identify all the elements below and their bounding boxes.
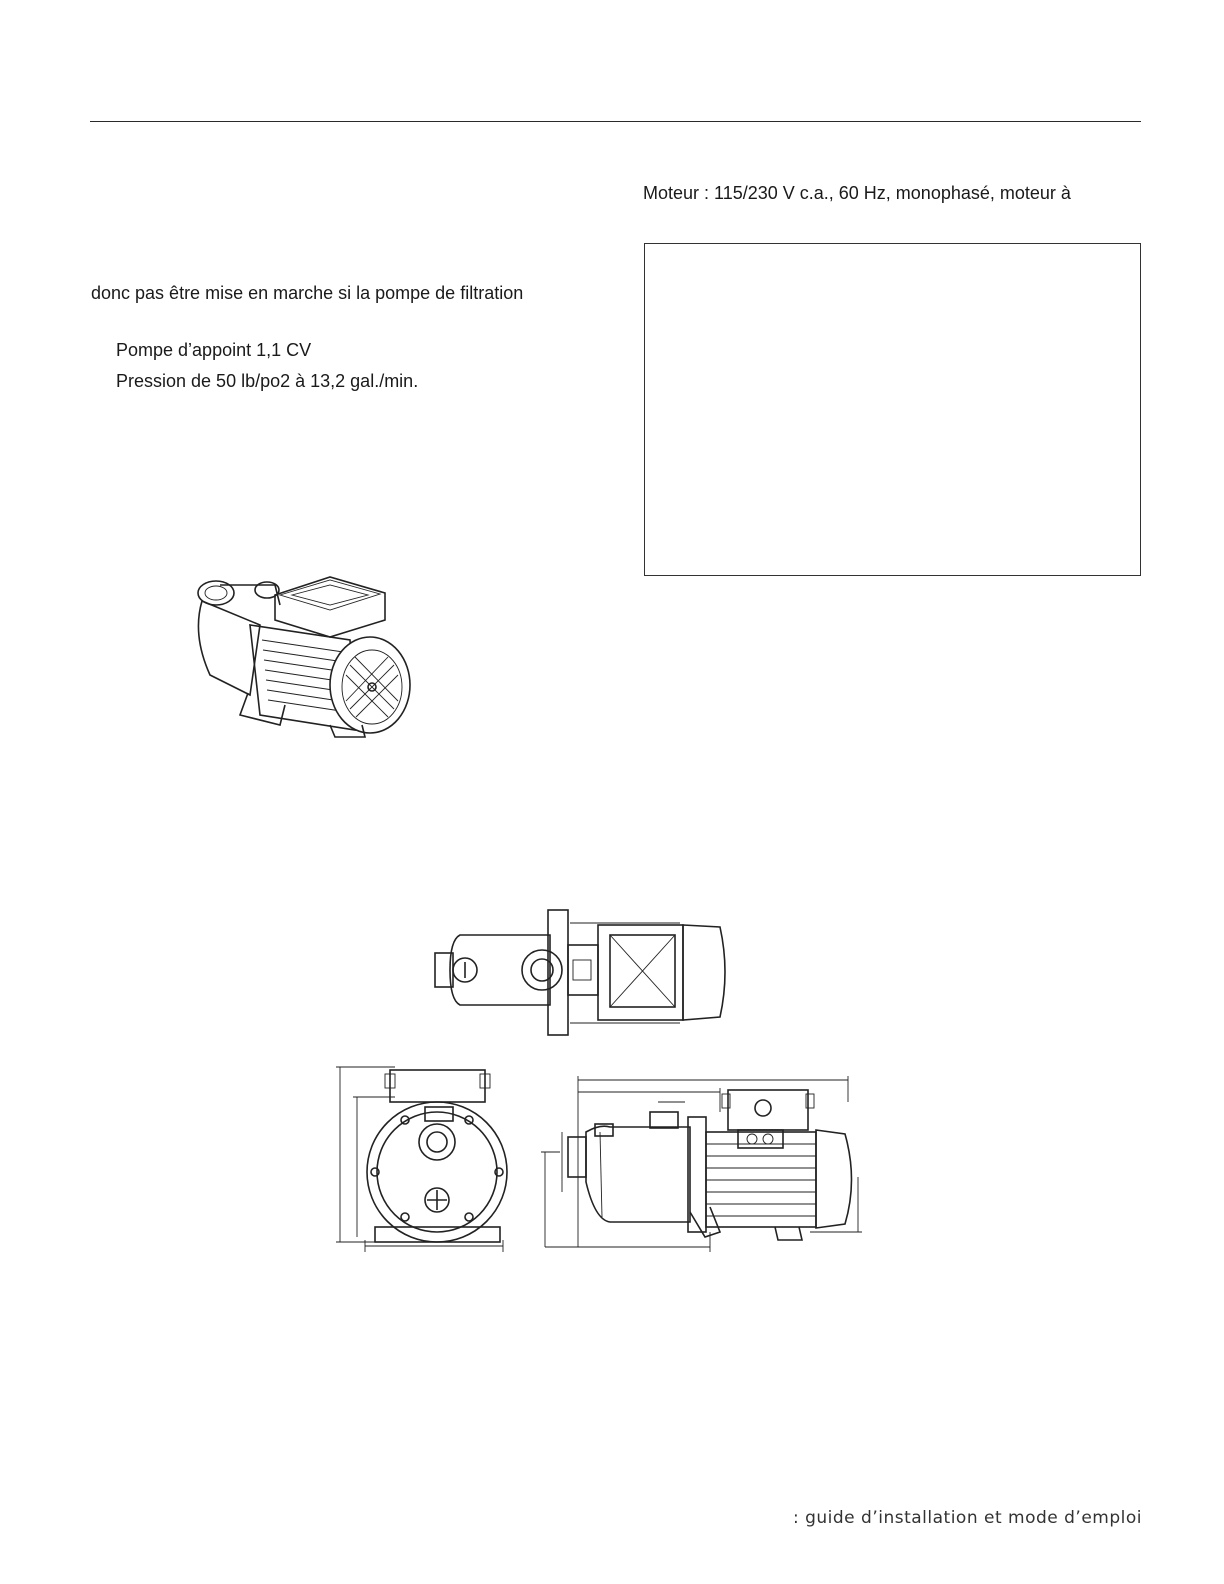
spec-pressure: Pression de 50 lb/po2 à 13,2 gal./min. (116, 371, 419, 391)
pump-top-view-drawing (430, 905, 735, 1045)
spec-box (644, 243, 1141, 576)
pump-perspective-illustration (180, 565, 420, 745)
footer-guide-title: : guide d’installation et mode d’emploi (792, 1508, 1142, 1528)
pump-side-view-drawing (540, 1072, 870, 1257)
filtration-warning-line: donc pas être mise en marche si la pompe de filtration (91, 283, 524, 303)
header-rule (90, 121, 1141, 122)
spec-horsepower: Pompe d’appoint 1,1 CV (116, 340, 312, 360)
motor-spec-line: Moteur : 115/230 V c.a., 60 Hz, monophasé, moteur à (643, 183, 1071, 203)
pump-front-view-drawing (335, 1062, 510, 1254)
